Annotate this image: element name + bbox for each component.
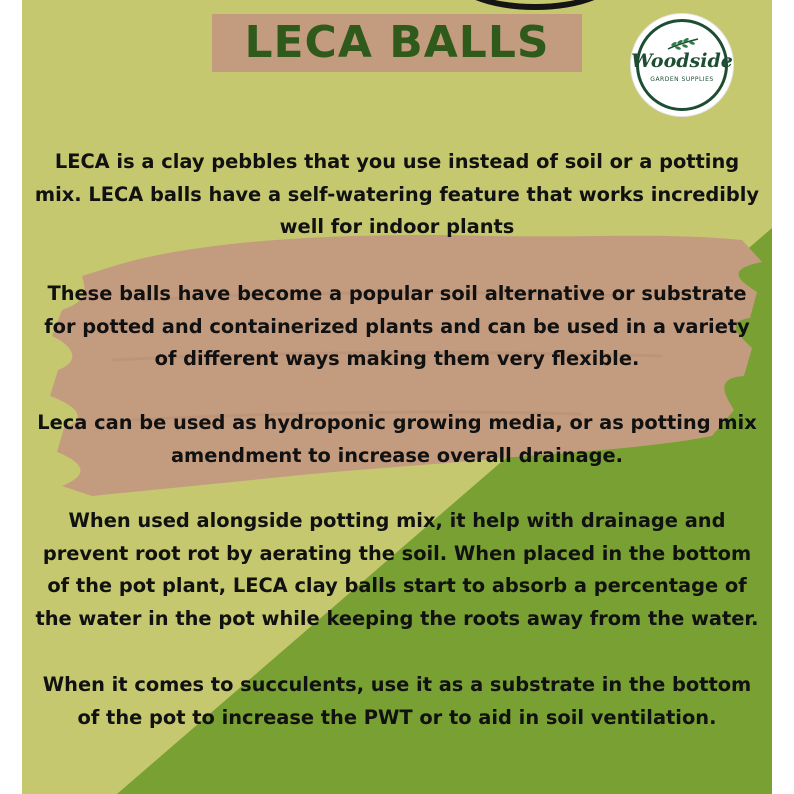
paragraph-succulents: When it comes to succulents, use it as a substrate in the bottom of the pot to increase the PWT or to aid in soil ventilation. xyxy=(42,673,752,729)
paragraph-hydroponic: Leca can be used as hydroponic growing media, or as potting mix amendment to increase overall drainage. xyxy=(37,411,757,467)
logo-subtitle: GARDEN SUPPLIES xyxy=(650,76,714,83)
paragraph-intro: LECA is a clay pebbles that you use instead of soil or a potting mix. LECA balls have a self-watering feature that works incredibly well for indoor plants xyxy=(34,150,760,238)
page-title: LECA BALLS xyxy=(244,17,550,68)
paragraph-popularity: These balls have become a popular soil alternative or substrate for potted and containerized plants and can be used in a variety of different ways making them very flexible. xyxy=(44,282,750,370)
logo-name: Woodside xyxy=(631,50,733,72)
title-plaque xyxy=(212,14,582,72)
woodside-logo xyxy=(631,14,733,116)
paragraph-drainage: When used alongside potting mix, it help with drainage and prevent root rot by aerating the soil. When placed in the bottom of the pot plant, LECA clay balls start to absorb a percentage of the water in the pot while keeping the roots away from the water. xyxy=(35,509,759,630)
